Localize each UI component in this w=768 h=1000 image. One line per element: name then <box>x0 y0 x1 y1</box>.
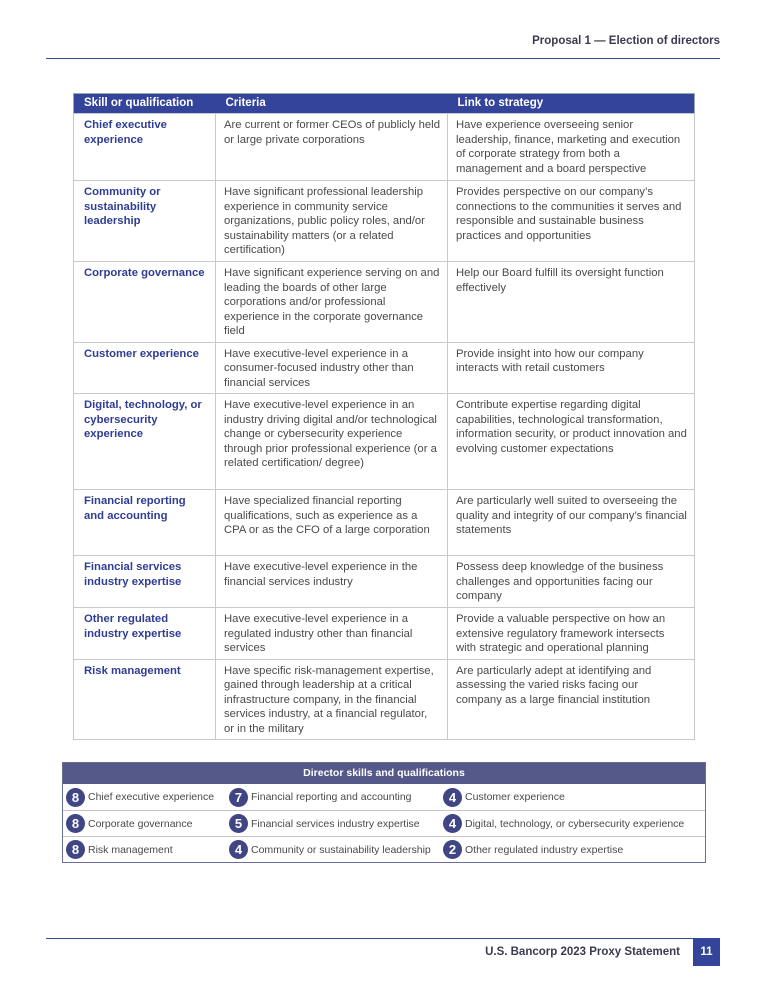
criteria-cell: Have executive-level experience in the financial services industry <box>216 556 448 608</box>
table-row <box>74 659 695 740</box>
count-badge: 8 <box>66 788 85 807</box>
criteria-cell: Have significant experience serving on and leading the boards of other large corporations and/or professional experience in the corporate governance field <box>216 262 448 343</box>
strategy-link-cell: Provides perspective on our company’s connections to the communities it serves and responsible and sustainable business practices and opportunities <box>448 181 695 262</box>
skill-name: Risk management <box>74 659 216 740</box>
criteria-cell: Have executive-level experience in an industry driving digital and/or technological change or cybersecurity experience through prior professional experience (or a related certification/ degree) <box>216 394 448 490</box>
skill-name: Customer experience <box>74 342 216 394</box>
skill-label: Financial reporting and accounting <box>251 791 412 803</box>
summary-item <box>229 788 443 807</box>
strategy-link-cell: Contribute expertise regarding digital capabilities, technological transformation, information security, or product innovation and evolving customer expectations <box>448 394 695 490</box>
table-row <box>74 114 695 181</box>
table-row <box>74 342 695 394</box>
skill-label: Other regulated industry expertise <box>465 843 624 856</box>
director-skills-summary <box>62 762 706 863</box>
summary-item <box>443 814 705 833</box>
criteria-cell: Have specialized financial reporting qualifications, such as experience as a CPA or as the CFO of a large corporation <box>216 490 448 556</box>
criteria-cell: Have specific risk-management expertise, gained through leadership at a critical infrastructure company, in the financial services industry, at a financial regulator, or in the military <box>216 659 448 740</box>
strategy-link-cell: Possess deep knowledge of the business challenges and opportunities facing our company <box>448 556 695 608</box>
count-badge: 4 <box>443 814 462 833</box>
summary-row <box>63 810 705 836</box>
strategy-link-cell: Are particularly well suited to overseeing the quality and integrity of our company’s financial statements <box>448 490 695 556</box>
summary-row <box>63 836 705 862</box>
column-header: Criteria <box>216 94 448 114</box>
summary-row <box>63 784 705 810</box>
criteria-cell: Have executive-level experience in a consumer-focused industry other than financial services <box>216 342 448 394</box>
summary-item <box>229 814 443 833</box>
skill-label: Community or sustainability leadership <box>251 843 431 856</box>
strategy-link-cell: Are particularly adept at identifying and assessing the varied risks facing our company as a large financial institution <box>448 659 695 740</box>
skill-name: Other regulated industry expertise <box>74 608 216 660</box>
strategy-link-cell: Help our Board fulfill its oversight function effectively <box>448 262 695 343</box>
count-badge: 4 <box>443 788 462 807</box>
footer-divider <box>46 938 720 939</box>
table-row <box>74 181 695 262</box>
count-badge: 5 <box>229 814 248 833</box>
column-header: Link to strategy <box>448 94 695 114</box>
summary-item <box>63 788 229 807</box>
count-badge: 2 <box>443 840 462 859</box>
criteria-cell: Are current or former CEOs of publicly held or large private corporations <box>216 114 448 181</box>
skills-table <box>73 93 695 740</box>
page-number: 11 <box>693 938 720 966</box>
skill-label: Chief executive experience <box>88 791 215 803</box>
table-row <box>74 608 695 660</box>
summary-title: Director skills and qualifications <box>63 763 705 784</box>
strategy-link-cell: Provide insight into how our company interacts with retail customers <box>448 342 695 394</box>
skill-name: Corporate governance <box>74 262 216 343</box>
table-row <box>74 394 695 490</box>
skill-label: Digital, technology, or cybersecurity experience <box>465 817 685 830</box>
skill-name: Community or sustainability leadership <box>74 181 216 262</box>
header-divider <box>46 58 720 59</box>
criteria-cell: Have significant professional leadership experience in community service organizations, public policy roles, and/or sustainability matters (or a related certification) <box>216 181 448 262</box>
column-header: Skill or qualification <box>74 94 216 114</box>
summary-item <box>443 840 705 859</box>
table-row <box>74 262 695 343</box>
skill-name: Digital, technology, or cybersecurity experience <box>74 394 216 490</box>
skill-label: Risk management <box>88 843 173 856</box>
count-badge: 8 <box>66 814 85 833</box>
summary-item <box>443 788 705 807</box>
count-badge: 7 <box>229 788 248 807</box>
footer-text: U.S. Bancorp 2023 Proxy Statement <box>485 946 680 958</box>
skill-name: Financial services industry expertise <box>74 556 216 608</box>
strategy-link-cell: Provide a valuable perspective on how an extensive regulatory framework intersects with strategic and operational planning <box>448 608 695 660</box>
skill-label: Financial services industry expertise <box>251 817 420 830</box>
table-header-row <box>74 94 695 114</box>
skill-label: Corporate governance <box>88 817 193 830</box>
skill-name: Financial reporting and accounting <box>74 490 216 556</box>
skill-label: Customer experience <box>465 791 565 803</box>
summary-item <box>63 840 229 859</box>
strategy-link-cell: Have experience overseeing senior leadership, finance, marketing and execution of corporate strategy from both a management and a board perspective <box>448 114 695 181</box>
table-row <box>74 556 695 608</box>
summary-item <box>229 840 443 859</box>
skill-name: Chief executive experience <box>74 114 216 181</box>
summary-item <box>63 814 229 833</box>
count-badge: 8 <box>66 840 85 859</box>
criteria-cell: Have executive-level experience in a regulated industry other than financial services <box>216 608 448 660</box>
count-badge: 4 <box>229 840 248 859</box>
section-title: Proposal 1 — Election of directors <box>532 35 720 47</box>
table-row <box>74 490 695 556</box>
